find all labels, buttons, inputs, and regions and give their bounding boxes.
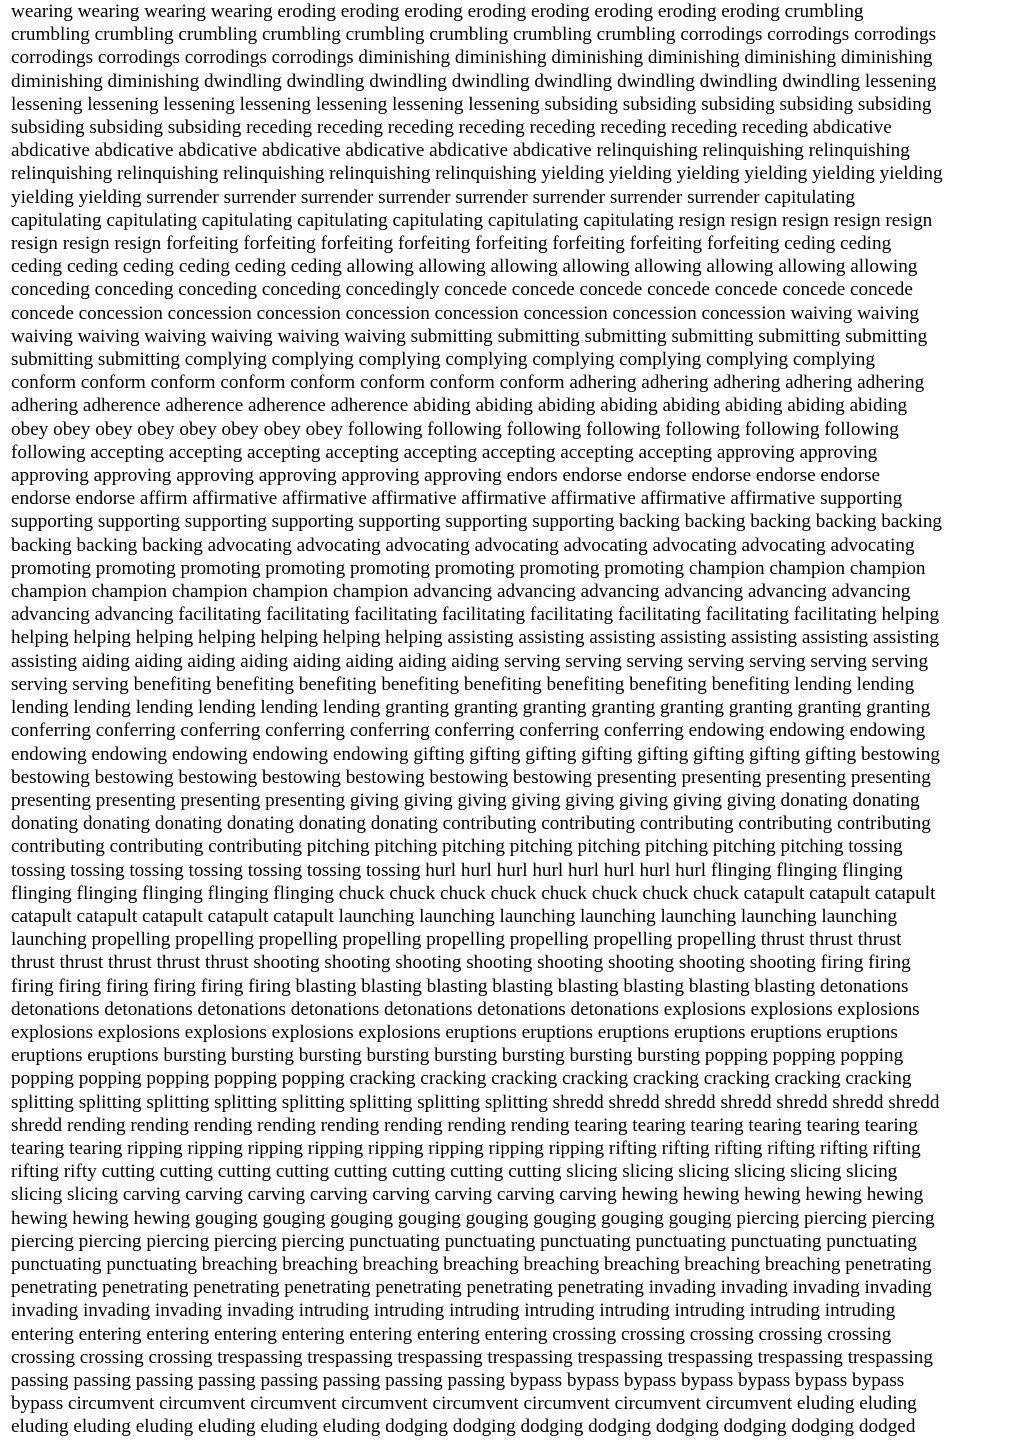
text-line: hewing hewing hewing gouging gouging gouging gouging gouging gouging gouging gouging piercing piercing piercing <box>11 1207 935 1229</box>
text-line: resign resign resign forfeiting forfeiting forfeiting forfeiting forfeiting forfeiting forfeiting forfeiting ceding ceding <box>11 233 892 255</box>
text-line: conferring conferring conferring conferring conferring conferring conferring conferring endowing endowing endowing <box>11 720 926 742</box>
text-line: piercing piercing piercing piercing piercing punctuating punctuating punctuating punctuating punctuating punctuating <box>11 1230 917 1252</box>
text-line: capitulating capitulating capitulating capitulating capitulating capitulating capitulating resign resign resign resign resign <box>11 209 933 231</box>
text-line: conform conform conform conform conform conform conform conform adhering adhering adhering adhering adhering <box>11 372 925 394</box>
text-line: wearing wearing wearing wearing eroding eroding eroding eroding eroding eroding eroding eroding crumbling <box>11 1 864 22</box>
text-line: donating donating donating donating donating donating contributing contributing contributing contributing contributing <box>11 813 931 835</box>
text-line: punctuating punctuating breaching breaching breaching breaching breaching breaching breaching breaching penetrating <box>11 1253 932 1275</box>
text-line: entering entering entering entering entering entering entering entering crossing crossing crossing crossing crossing <box>11 1323 892 1345</box>
text-line: corrodings corrodings corrodings corrodings diminishing diminishing diminishing diminishing diminishing diminishing <box>11 47 933 69</box>
text-line: bestowing bestowing bestowing bestowing bestowing bestowing bestowing presenting presenting presenting presenting <box>11 766 931 788</box>
text-line: rifting rifty cutting cutting cutting cutting cutting cutting cutting cutting slicing slicing slicing slicing slicing slicing <box>11 1161 898 1183</box>
text-line: crumbling crumbling crumbling crumbling crumbling crumbling crumbling crumbling corrodings corrodings corrodings <box>11 24 937 46</box>
text-line: launching propelling propelling propelling propelling propelling propelling propelling propelling thrust thrust thrust <box>11 929 902 951</box>
text-line: invading invading invading invading intruding intruding intruding intruding intruding intruding intruding intruding <box>11 1300 896 1322</box>
text-line: penetrating penetrating penetrating penetrating penetrating penetrating penetrating invading invading invading invading <box>11 1277 932 1299</box>
text-line: flinging flinging flinging flinging flinging chuck chuck chuck chuck chuck chuck chuck chuck catapult catapult catapult <box>11 882 936 904</box>
text-line: crossing crossing crossing trespassing trespassing trespassing trespassing trespassing trespassing trespassing trespassing <box>11 1346 933 1368</box>
text-line: promoting promoting promoting promoting promoting promoting promoting promoting champion champion champion <box>11 557 926 579</box>
text-line: concede concession concession concession concession concession concession concession concession waiving waiving <box>11 302 919 324</box>
text-line: obey obey obey obey obey obey obey obey following following following following following following following <box>11 418 899 440</box>
text-line: yielding yielding surrender surrender surrender surrender surrender surrender surrender surrender capitulating <box>11 186 855 208</box>
text-line: diminishing diminishing dwindling dwindling dwindling dwindling dwindling dwindling dwindling dwindling lessening <box>11 70 937 92</box>
text-line: waiving waiving waiving waiving waiving waiving submitting submitting submitting submitting submitting submitting <box>11 325 928 347</box>
text-line: endorse endorse affirm affirmative affirmative affirmative affirmative affirmative affirmative affirmative supporting <box>11 488 903 510</box>
text-line: assisting aiding aiding aiding aiding aiding aiding aiding aiding serving serving serving serving serving serving serving <box>11 650 929 672</box>
text-line: ceding ceding ceding ceding ceding ceding allowing allowing allowing allowing allowing allowing allowing allowing <box>11 256 918 278</box>
text-line: serving serving benefiting benefiting benefiting benefiting benefiting benefiting benefiting benefiting lending lending <box>11 673 915 695</box>
text-line: bypass circumvent circumvent circumvent circumvent circumvent circumvent circumvent circumvent eluding eluding <box>11 1393 917 1415</box>
text-line: catapult catapult catapult catapult catapult launching launching launching launching launching launching launching <box>11 905 898 927</box>
text-line: contributing contributing contributing pitching pitching pitching pitching pitching pitching pitching pitching tossing <box>11 836 903 858</box>
text-line: abdicative abdicative abdicative abdicative abdicative abdicative abdicative relinquishing relinquishing relinquishing <box>11 140 910 162</box>
text-line: popping popping popping popping popping cracking cracking cracking cracking cracking cracking cracking cracking <box>11 1068 912 1090</box>
text-line: following accepting accepting accepting accepting accepting accepting accepting accepting approving approving <box>11 441 878 463</box>
text-line: lending lending lending lending lending lending granting granting granting granting granting granting granting granting <box>11 697 931 719</box>
text-line: thrust thrust thrust thrust thrust shooting shooting shooting shooting shooting shooting shooting shooting firing firing <box>11 952 911 974</box>
text-line: splitting splitting splitting splitting splitting splitting splitting splitting shredd shredd shredd shredd shredd shredd shredd <box>11 1091 940 1113</box>
text-line: tearing tearing ripping ripping ripping ripping ripping ripping ripping ripping rifting rifting rifting rifting rifting rifting <box>11 1137 921 1159</box>
text-line: tossing tossing tossing tossing tossing tossing tossing hurl hurl hurl hurl hurl hurl hurl hurl flinging flinging flinging <box>11 859 903 881</box>
text-line: approving approving approving approving approving approving endors endorse endorse endorse endorse endorse <box>11 465 881 487</box>
text-line: eruptions eruptions bursting bursting bursting bursting bursting bursting bursting bursting popping popping popping <box>11 1045 904 1067</box>
text-line: slicing slicing carving carving carving carving carving carving carving carving hewing hewing hewing hewing hewing <box>11 1184 924 1206</box>
text-line: shredd rending rending rending rending rending rending rending rending tearing tearing tearing tearing tearing tearing <box>11 1114 918 1136</box>
text-line: firing firing firing firing firing firing blasting blasting blasting blasting blasting blasting blasting blasting detonations <box>11 975 909 997</box>
text-line: lessening lessening lessening lessening lessening lessening lessening subsiding subsiding subsiding subsiding subsiding <box>11 93 932 115</box>
text-line: advancing advancing facilitating facilitating facilitating facilitating facilitating facilitating facilitating facilitating helping <box>11 604 940 626</box>
text-line: conceding conceding conceding conceding concedingly concede concede concede concede concede concede concede <box>11 279 913 301</box>
text-line: subsiding subsiding subsiding receding receding receding receding receding receding receding receding abdicative <box>11 117 892 139</box>
text-line: champion champion champion champion champion advancing advancing advancing advancing advancing advancing <box>11 581 911 603</box>
text-line: backing backing backing advocating advocating advocating advocating advocating advocating advocating advocating <box>11 534 915 556</box>
text-line: presenting presenting presenting presenting giving giving giving giving giving giving giving giving donating donating <box>11 789 920 811</box>
text-line: supporting supporting supporting supporting supporting supporting supporting backing backing backing backing backing <box>11 511 943 533</box>
text-line: endowing endowing endowing endowing endowing gifting gifting gifting gifting gifting gifting gifting gifting bestowing <box>11 743 940 765</box>
text-line: adhering adherence adherence adherence adherence abiding abiding abiding abiding abiding abiding abiding abiding <box>11 395 908 417</box>
text-line: explosions explosions explosions explosions explosions eruptions eruptions eruptions eruptions eruptions eruptions <box>11 1021 898 1043</box>
text-line: helping helping helping helping helping helping helping assisting assisting assisting assisting assisting assisting assisting <box>11 627 939 649</box>
text-line: relinquishing relinquishing relinquishing relinquishing relinquishing yielding yielding yielding yielding yielding yielding <box>11 163 943 185</box>
text-line: detonations detonations detonations detonations detonations detonations detonations explosions explosions explosions <box>11 998 920 1020</box>
text-line: passing passing passing passing passing passing passing passing bypass bypass bypass bypass bypass bypass bypass <box>11 1369 905 1391</box>
text-line: eluding eluding eluding eluding eluding eluding dodging dodging dodging dodging dodging dodging dodging dodged <box>11 1416 916 1438</box>
text-line: submitting submitting complying complying complying complying complying complying complying complying <box>11 349 875 371</box>
